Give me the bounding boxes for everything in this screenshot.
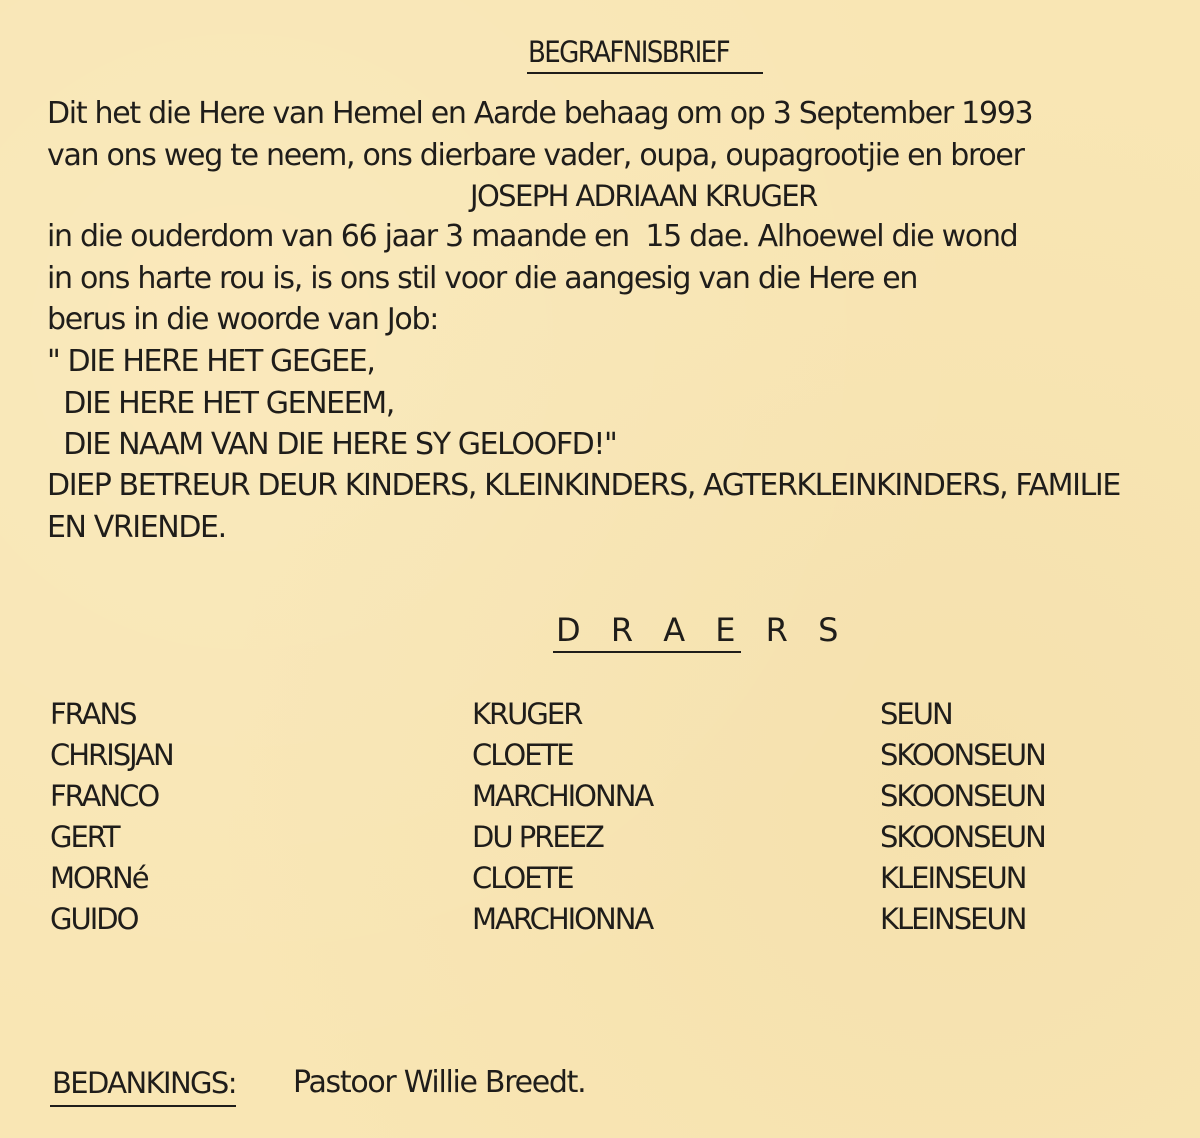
bearer-relation: KLEINSEUN (880, 902, 1026, 936)
bearer-row (0, 858, 1200, 899)
bearer-row (0, 694, 1200, 735)
bearers-heading-underline (553, 651, 741, 653)
bearer-first-name: FRANS (50, 697, 136, 731)
scripture-line-1: " DIE HERE HET GEGEE, (47, 344, 375, 379)
bearer-row (0, 817, 1200, 858)
bearer-surname: MARCHIONNA (472, 779, 653, 813)
bearer-first-name: GERT (50, 820, 119, 854)
bearer-surname: DU PREEZ (472, 820, 603, 854)
bearer-row (0, 735, 1200, 776)
scripture-line-2: DIE HERE HET GENEEM, (47, 386, 394, 421)
bearer-first-name: CHRISJAN (50, 738, 173, 772)
thanks-label-underline (50, 1105, 236, 1107)
bearer-row (0, 776, 1200, 817)
bearer-first-name: GUIDO (50, 902, 138, 936)
mourners-line-2: EN VRIENDE. (47, 510, 226, 545)
title-underline (527, 72, 763, 74)
bearer-first-name: MORNé (50, 861, 148, 895)
body-line-1: in die ouderdom van 66 jaar 3 maande en 15 dae. Alhoewel die wond (47, 219, 1018, 254)
bearer-row (0, 899, 1200, 940)
scripture-line-3: DIE NAAM VAN DIE HERE SY GELOOFD!" (47, 427, 617, 462)
bearer-surname: CLOETE (472, 861, 573, 895)
bearer-surname: MARCHIONNA (472, 902, 653, 936)
thanks-label: BEDANKINGS: (52, 1066, 236, 1100)
intro-line-1: Dit het die Here van Hemel en Aarde behaag om op 3 September 1993 (47, 96, 1033, 131)
bearer-surname: KRUGER (472, 697, 582, 731)
bearer-relation: KLEINSEUN (880, 861, 1026, 895)
bearer-relation: SKOONSEUN (880, 738, 1045, 772)
bearer-relation: SKOONSEUN (880, 779, 1045, 813)
body-line-2: in ons harte rou is, is ons stil voor die aangesig van die Here en (47, 261, 918, 296)
bearer-surname: CLOETE (472, 738, 573, 772)
document-title: BEGRAFNISBRIEF (528, 35, 729, 69)
intro-line-2: van ons weg te neem, ons dierbare vader, oupa, oupagrootjie en broer (47, 138, 1024, 173)
bearers-list (0, 694, 1200, 940)
bearer-first-name: FRANCO (50, 779, 159, 813)
mourners-line-1: DIEP BETREUR DEUR KINDERS, KLEINKINDERS, AGTERKLEINKINDERS, FAMILIE (47, 468, 1120, 503)
bearer-relation: SEUN (880, 697, 952, 731)
body-line-3: berus in die woorde van Job: (47, 302, 438, 337)
thanks-text: Pastoor Willie Breedt. (293, 1065, 586, 1100)
bearers-heading: D R A E R S (556, 611, 849, 649)
bearer-relation: SKOONSEUN (880, 820, 1045, 854)
deceased-name: JOSEPH ADRIAAN KRUGER (470, 179, 817, 213)
